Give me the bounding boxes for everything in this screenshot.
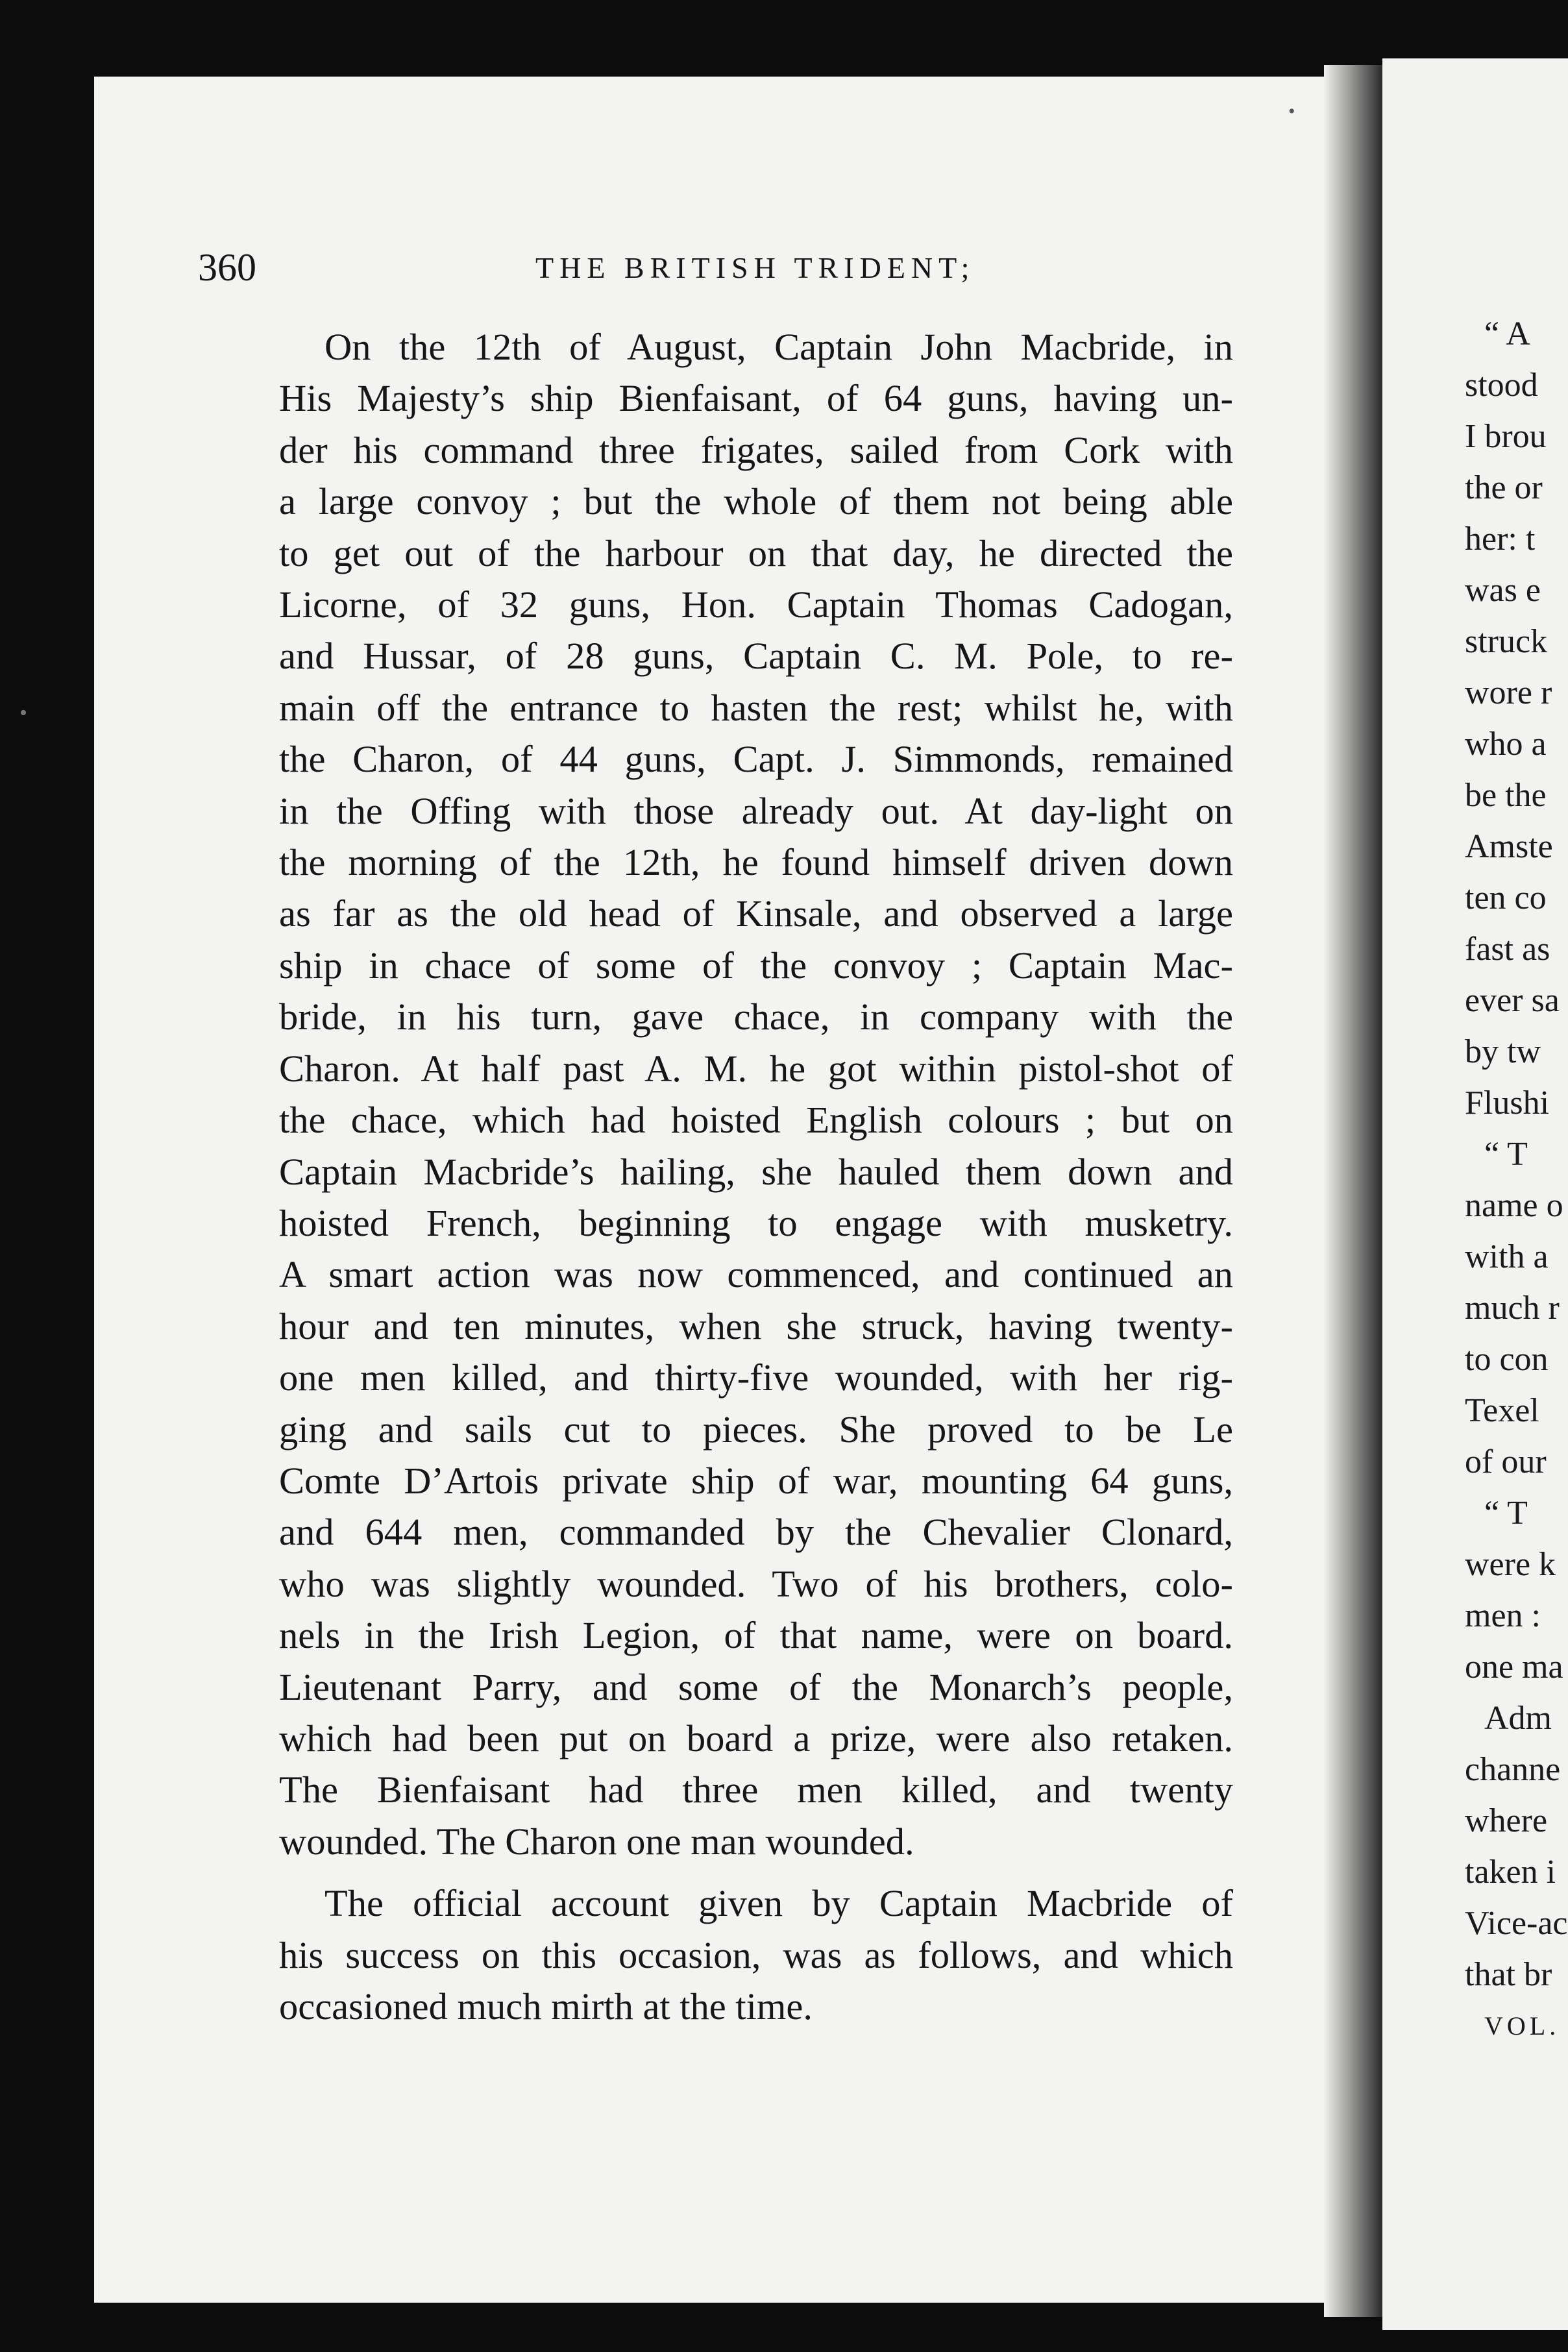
- facing-page-fragment: Amste: [1465, 828, 1553, 865]
- facing-page-fragment: Adm: [1484, 1700, 1552, 1737]
- text-line: ging and sails cut to pieces. She proved to be Le: [279, 1408, 1233, 1451]
- facing-page-fragment: Vice-ac: [1465, 1905, 1568, 1942]
- text-line: A smart action was now commenced, and continued an: [279, 1253, 1233, 1296]
- facing-page-fragment: with a: [1465, 1238, 1549, 1275]
- text-line: and Hussar, of 28 guns, Captain C. M. Pole, to re-: [279, 635, 1233, 678]
- facing-page-fragment: struck: [1465, 623, 1548, 660]
- facing-page-fragment: was e: [1465, 572, 1541, 609]
- facing-page-fragment: ten co: [1465, 879, 1547, 916]
- facing-page-fragment: ever sa: [1465, 982, 1560, 1019]
- facing-page-fragment: were k: [1465, 1546, 1556, 1583]
- text-line: The official account given by Captain Macbride of: [325, 1882, 1233, 1925]
- facing-page-fragment: who a: [1465, 726, 1547, 763]
- facing-page-fragment: “ T: [1484, 1495, 1528, 1532]
- text-line: Captain Macbride’s hailing, she hauled them down and: [279, 1150, 1233, 1193]
- text-line: Licorne, of 32 guns, Hon. Captain Thomas Cadogan,: [279, 583, 1233, 626]
- facing-page-fragment: of our: [1465, 1443, 1547, 1480]
- facing-page-fragment: her: t: [1465, 521, 1536, 557]
- text-line: who was slightly wounded. Two of his brothers, colo-: [279, 1562, 1233, 1605]
- text-line: On the 12th of August, Captain John Macbride, in: [325, 326, 1233, 368]
- facing-page-fragment: I brou: [1465, 418, 1547, 455]
- text-line: bride, in his turn, gave chace, in company with the: [279, 996, 1233, 1038]
- text-line: The Bienfaisant had three men killed, and twenty: [279, 1769, 1233, 1811]
- margin-mark: •: [19, 701, 27, 725]
- facing-page-fragment: men :: [1465, 1597, 1541, 1634]
- text-line: hoisted French, beginning to engage with musketry.: [279, 1201, 1233, 1244]
- facing-page-fragment: much r: [1465, 1290, 1560, 1327]
- paragraph: [279, 321, 1233, 1867]
- running-head: [198, 245, 1282, 297]
- text-line: as far as the old head of Kinsale, and observed a large: [279, 892, 1233, 935]
- facing-page-fragment: that br: [1465, 1956, 1552, 1993]
- text-line: the Charon, of 44 guns, Capt. J. Simmonds, remained: [279, 738, 1233, 781]
- facing-page-fragment: by tw: [1465, 1033, 1541, 1070]
- text-line: Lieutenant Parry, and some of the Monarch’s people,: [279, 1665, 1233, 1708]
- text-line: the chace, which had hoisted English colours ; but on: [279, 1099, 1233, 1142]
- facing-page-text: [1465, 308, 1568, 2052]
- text-line: hour and ten minutes, when she struck, having twenty-: [279, 1305, 1233, 1347]
- facing-page-fragment: “ T: [1484, 1136, 1528, 1173]
- text-line: a large convoy ; but the whole of them not being able: [279, 480, 1233, 523]
- facing-page-fragment: wore r: [1465, 674, 1552, 711]
- text-line: and 644 men, commanded by the Chevalier Clonard,: [279, 1511, 1233, 1554]
- facing-page-fragment: “ A: [1484, 315, 1530, 352]
- text-line: which had been put on board a prize, were also retaken.: [279, 1717, 1233, 1759]
- text-line: occasioned much mirth at the time.: [279, 1985, 813, 2027]
- text-line: His Majesty’s ship Bienfaisant, of 64 guns, having un-: [279, 377, 1233, 420]
- facing-page-fragment: to con: [1465, 1341, 1549, 1378]
- page-number: 360: [198, 246, 256, 289]
- text-line: Charon. At half past A. M. he got within pistol-shot of: [279, 1047, 1233, 1090]
- paragraph: [279, 1878, 1233, 2032]
- facing-page-fragment: one ma: [1465, 1648, 1563, 1685]
- facing-page-fragment: Flushi: [1465, 1084, 1550, 1121]
- text-line: the morning of the 12th, he found himself driven down: [279, 841, 1233, 884]
- margin-mark: •: [1288, 101, 1295, 122]
- facing-page-fragment: where: [1465, 1802, 1548, 1839]
- text-line: to get out of the harbour on that day, he directed the: [279, 532, 1233, 574]
- facing-page-fragment: fast as: [1465, 931, 1550, 968]
- facing-page-fragment: name o: [1465, 1187, 1563, 1224]
- body-text: [279, 321, 1233, 2032]
- facing-page-fragment: taken i: [1465, 1854, 1556, 1891]
- text-line: wounded. The Charon one man wounded.: [279, 1820, 914, 1863]
- text-line: main off the entrance to hasten the rest; whilst he, with: [279, 686, 1233, 729]
- facing-page-fragment: stood: [1465, 367, 1538, 404]
- text-line: ship in chace of some of the convoy ; Captain Mac-: [279, 944, 1233, 986]
- facing-page-fragment: Texel: [1465, 1392, 1539, 1429]
- text-line: der his command three frigates, sailed from Cork with: [279, 428, 1233, 471]
- facing-page-fragment: channe: [1465, 1751, 1561, 1788]
- text-line: Comte D’Artois private ship of war, mounting 64 guns,: [279, 1459, 1233, 1502]
- facing-page-fragment: be the: [1465, 777, 1547, 814]
- running-title: THE BRITISH TRIDENT;: [535, 251, 975, 284]
- text-line: in the Offing with those already out. At day-light on: [279, 789, 1233, 832]
- facing-page-fragment: the or: [1465, 469, 1543, 506]
- text-line: one men killed, and thirty-five wounded, with her rig-: [279, 1356, 1233, 1399]
- book-gutter: [1324, 65, 1382, 2317]
- text-line: his success on this occasion, was as follows, and which: [279, 1933, 1233, 1976]
- facing-page-fragment: VOL.: [1484, 2011, 1560, 2040]
- text-line: nels in the Irish Legion, of that name, were on board.: [279, 1614, 1233, 1657]
